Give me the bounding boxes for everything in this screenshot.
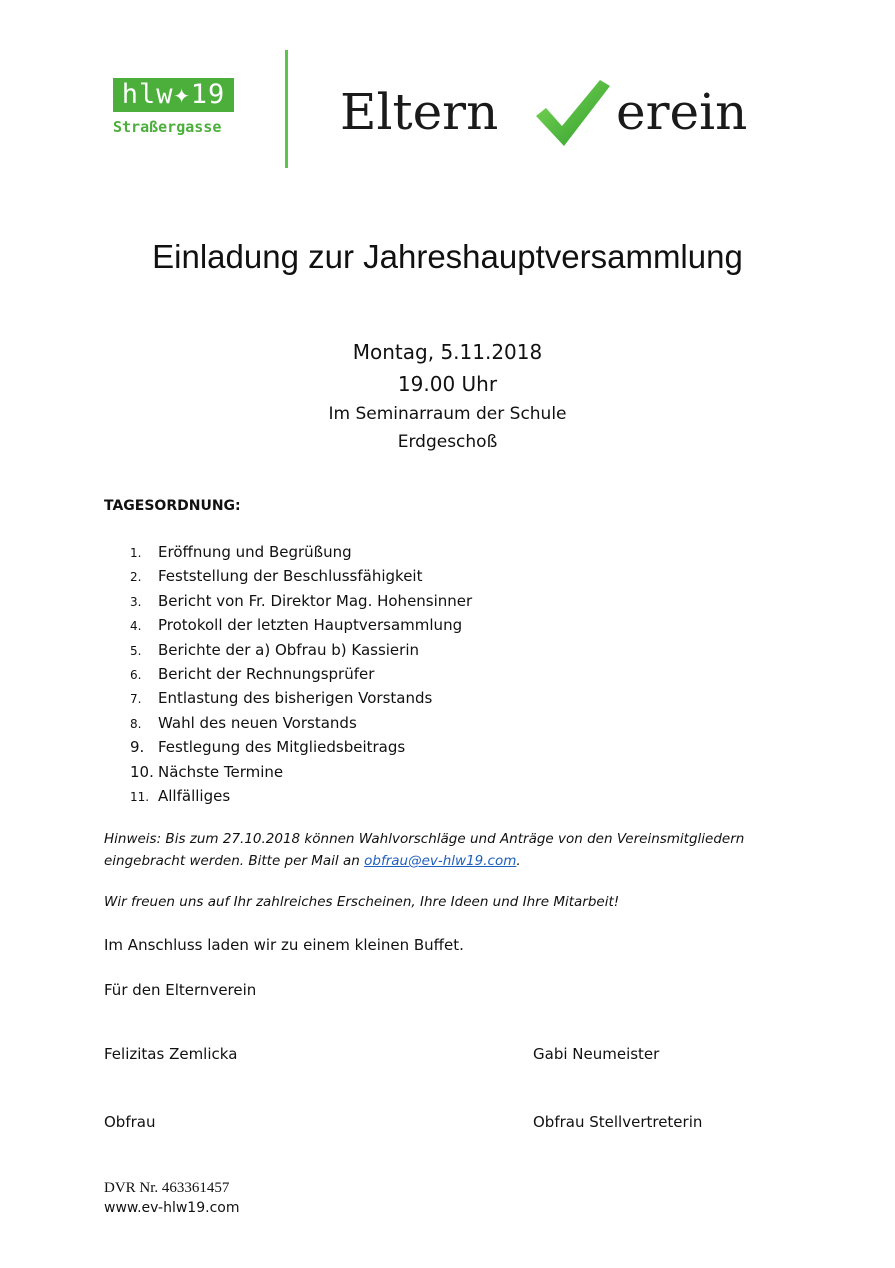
- agenda-item-number: 8.: [130, 716, 142, 731]
- agenda-item: [104, 638, 804, 662]
- agenda-item-number: 2.: [130, 570, 142, 585]
- agenda-item-number: 6.: [130, 667, 142, 682]
- agenda-item: [104, 760, 804, 784]
- agenda-item: [104, 662, 804, 686]
- hinweis-text: Hinweis: Bis zum 27.10.2018 können Wahlvorschläge und Anträge von den Vereinsmitgliedern eingebracht werden. Bitte per Mail an: [104, 831, 745, 869]
- agenda-item: [104, 686, 804, 710]
- welcome-note: Wir freuen uns auf Ihr zahlreiches Erscheinen, Ihre Ideen und Ihre Mitarbeit!: [104, 894, 620, 910]
- agenda-item: [104, 589, 804, 613]
- agenda-item-text: Eröffnung und Begrüßung: [158, 543, 352, 561]
- agenda-item-text: Bericht von Fr. Direktor Mag. Hohensinner: [158, 591, 473, 610]
- agenda-item: [104, 540, 804, 564]
- agenda-item-text: Nächste Termine: [158, 762, 284, 781]
- agenda-item: [104, 711, 804, 735]
- agenda-item-number: 10.: [130, 762, 154, 781]
- header-divider: [285, 50, 288, 168]
- agenda-item-number: 7.: [130, 692, 142, 707]
- agenda-item-number: 1.: [130, 546, 142, 560]
- website-link: www.ev-hlw19.com: [104, 1200, 240, 1216]
- agenda-item-text: Entlastung des bisherigen Vorstands: [158, 689, 433, 708]
- event-place: Im Seminarraum der Schule: [328, 404, 567, 424]
- agenda-item-text: Berichte der a) Obfrau b) Kassierin: [158, 640, 419, 659]
- agenda-item-number: 11.: [130, 789, 150, 804]
- event-time: 19.00 Uhr: [397, 372, 498, 396]
- email-link[interactable]: obfrau@ev-hlw19.com: [364, 853, 517, 869]
- brand-right-text: erein: [616, 83, 748, 141]
- agenda-item-number: 3.: [130, 594, 142, 609]
- page-title: Einladung zur Jahreshauptversammlung: [152, 238, 743, 275]
- logo-subtext: Straßergasse: [113, 118, 222, 136]
- event-date: Montag, 5.11.2018: [352, 340, 543, 364]
- hlw19-logo: hlw✦19: [113, 78, 234, 112]
- agenda-list: [104, 540, 804, 808]
- agenda-heading: TAGESORDNUNG:: [104, 498, 241, 514]
- signatory-left-role: Obfrau: [104, 1113, 156, 1131]
- buffet-note: Im Anschluss laden wir zu einem kleinen Buffet.: [104, 936, 464, 954]
- dvr-number: DVR Nr. 463361457: [104, 1180, 230, 1196]
- agenda-item-text: Bericht der Rechnungsprüfer: [158, 664, 375, 683]
- signatory-left-name: Felizitas Zemlicka: [104, 1045, 238, 1063]
- closing-line: Für den Elternverein: [104, 981, 257, 999]
- hinweis-text-end: .: [516, 853, 521, 869]
- signatory-right-name: Gabi Neumeister: [533, 1045, 660, 1063]
- agenda-item: [104, 784, 804, 808]
- agenda-item: [104, 564, 804, 588]
- signatory-right-role: Obfrau Stellvertreterin: [533, 1113, 703, 1131]
- elternverein-logo: [340, 70, 760, 150]
- agenda-item-text: Feststellung der Beschlussfähigkeit: [158, 567, 423, 586]
- agenda-item-number: 5.: [130, 643, 142, 658]
- checkmark-icon: [532, 76, 612, 148]
- hinweis-note: [104, 828, 784, 872]
- agenda-item-text: Festlegung des Mitgliedsbeitrags: [158, 738, 406, 757]
- agenda-item-number: 4.: [130, 619, 142, 634]
- agenda-item-text: Protokoll der letzten Hauptversammlung: [158, 616, 463, 635]
- agenda-item-number: 9.: [130, 738, 145, 757]
- agenda-item-text: Allfälliges: [158, 786, 231, 805]
- agenda-item-text: Wahl des neuen Vorstands: [158, 713, 357, 732]
- agenda-item: [104, 735, 804, 759]
- event-floor: Erdgeschoß: [397, 432, 498, 452]
- agenda-item: [104, 613, 804, 637]
- brand-left-text: Eltern: [340, 83, 499, 141]
